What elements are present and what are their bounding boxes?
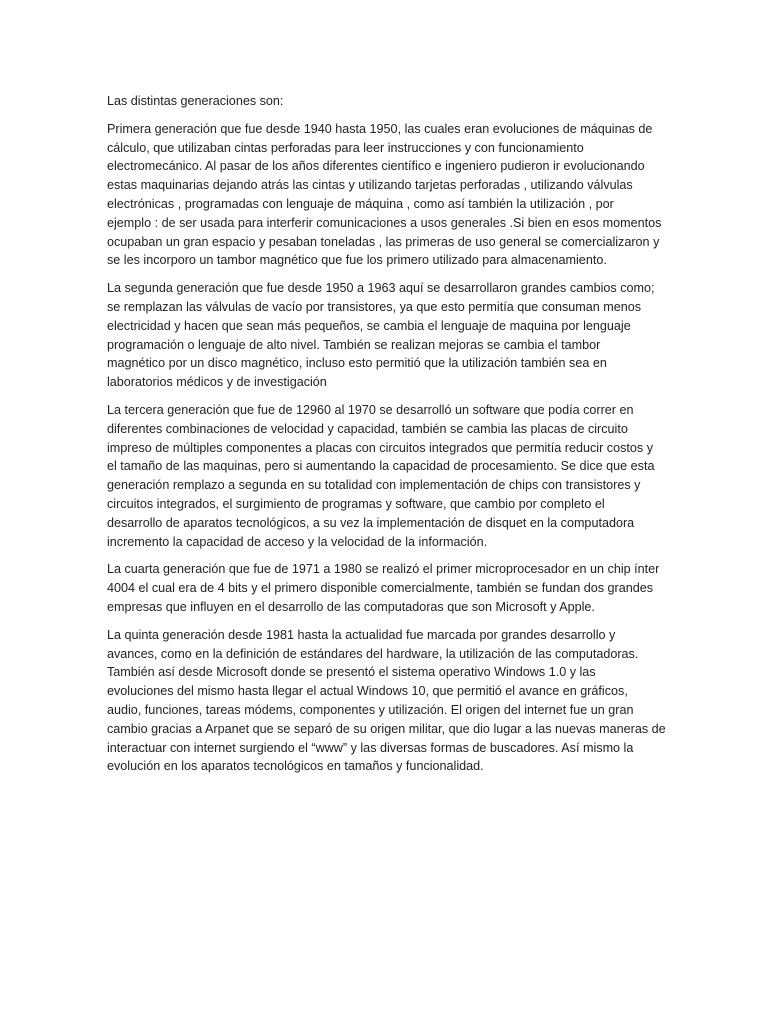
- text-line: La quinta generación desde 1981 hasta la actualidad fue marcada por grandes desarrollo y: [107, 627, 616, 642]
- document-page: [107, 92, 666, 785]
- text-line: impreso de múltiples componentes a placas con circuitos integrados que permitía reducir costos y: [107, 440, 653, 455]
- text-line: electrónicas , programadas con lenguaje de máquina , como así también la utilización , por: [107, 196, 614, 211]
- text-line: evoluciones del mismo hasta llegar el actual Windows 10, que permitió el avance en gráficos,: [107, 684, 628, 699]
- body-paragraph: [107, 401, 662, 551]
- text-line: electricidad y hacen que sean más pequeños, se cambia el lenguaje de maquina por lenguaje: [107, 318, 631, 333]
- text-line: estas maquinarias dejando atrás las cintas y utilizando tarjetas perforadas , utilizando válvulas: [107, 178, 633, 193]
- text-line: La tercera generación que fue de 12960 al 1970 se desarrolló un software que podía correr en: [107, 402, 634, 417]
- text-line: ocupaban un gran espacio y pesaban toneladas , las primeras de uso general se comercializaron y: [107, 234, 660, 249]
- text-line: se les incorporo un tambor magnético que fue los primero utilizado para almacenamiento.: [107, 253, 607, 268]
- text-line: Primera generación que fue desde 1940 hasta 1950, las cuales eran evoluciones de máquinas de: [107, 121, 653, 136]
- text-line: 4004 el cual era de 4 bits y el primero disponible comercialmente, también se fundan dos grandes: [107, 581, 654, 596]
- text-line: se remplazan las válvulas de vacío por transistores, ya que esto permitía que consuman menos: [107, 299, 642, 314]
- body-paragraph: [107, 626, 666, 776]
- text-line: También así desde Microsoft donde se presentó el sistema operativo Windows 1.0 y las: [107, 665, 596, 680]
- text-line: La segunda generación que fue desde 1950 a 1963 aquí se desarrollaron grandes cambios como;: [107, 281, 655, 296]
- text-line: programación o lenguaje de alto nivel. También se realizan mejoras se cambia el tambor: [107, 337, 601, 352]
- text-line: ejemplo : de ser usada para interferir comunicaciones a usos generales .Si bien en esos momentos: [107, 215, 662, 230]
- text-line: incremento la capacidad de acceso y la velocidad de la información.: [107, 534, 488, 549]
- text-line: Las distintas generaciones son:: [107, 94, 284, 108]
- text-line: electromecánico. Al pasar de los años diferentes científico e ingeniero pudieron ir evolucionando: [107, 159, 645, 174]
- intro-heading-paragraph: [107, 92, 662, 111]
- body-paragraph: [107, 279, 662, 392]
- text-line: generación remplazo a segunda en su totalidad con implementación de chips con transistores y: [107, 478, 641, 493]
- text-line: el tamaño de las maquinas, pero si aumentando la capacidad de procesamiento. Se dice que esta: [107, 459, 655, 474]
- text-line: laboratorios médicos y de investigación: [107, 375, 327, 390]
- text-line: evolución en los aparatos tecnológicos en tamaños y funcionalidad.: [107, 759, 484, 774]
- text-line: La cuarta generación que fue de 1971 a 1980 se realizó el primer microprocesador en un chip ínter: [107, 562, 660, 577]
- text-line: empresas que influyen en el desarrollo de las computadoras que son Microsoft y Apple.: [107, 599, 595, 614]
- text-line: avances, como en la definición de estándares del hardware, la utilización de las computadoras.: [107, 646, 639, 661]
- text-line: magnético por un disco magnético, incluso esto permitió que la utilización también sea en: [107, 356, 607, 371]
- text-line: cálculo, que utilizaban cintas perforadas para leer instrucciones y con funcionamiento: [107, 140, 584, 155]
- text-line: interactuar con internet surgiendo el “www” y las diversas formas de buscadores. Así mismo la: [107, 740, 634, 755]
- body-paragraph: [107, 560, 662, 616]
- body-paragraph: [107, 120, 662, 270]
- text-line: audio, funciones, tareas módems, componentes y utilización. El origen del internet fue un gran: [107, 702, 634, 717]
- text-line: circuitos integrados, el surgimiento de programas y software, que cambio por completo el: [107, 496, 605, 511]
- text-line: cambio gracias a Arpanet que se separó de su origen militar, que dio lugar a las nuevas maneras de: [107, 721, 666, 736]
- text-line: diferentes combinaciones de velocidad y capacidad, también se cambia las placas de circuito: [107, 421, 628, 436]
- text-line: desarrollo de aparatos tecnológicos, a su vez la implementación de disquet en la computadora: [107, 515, 635, 530]
